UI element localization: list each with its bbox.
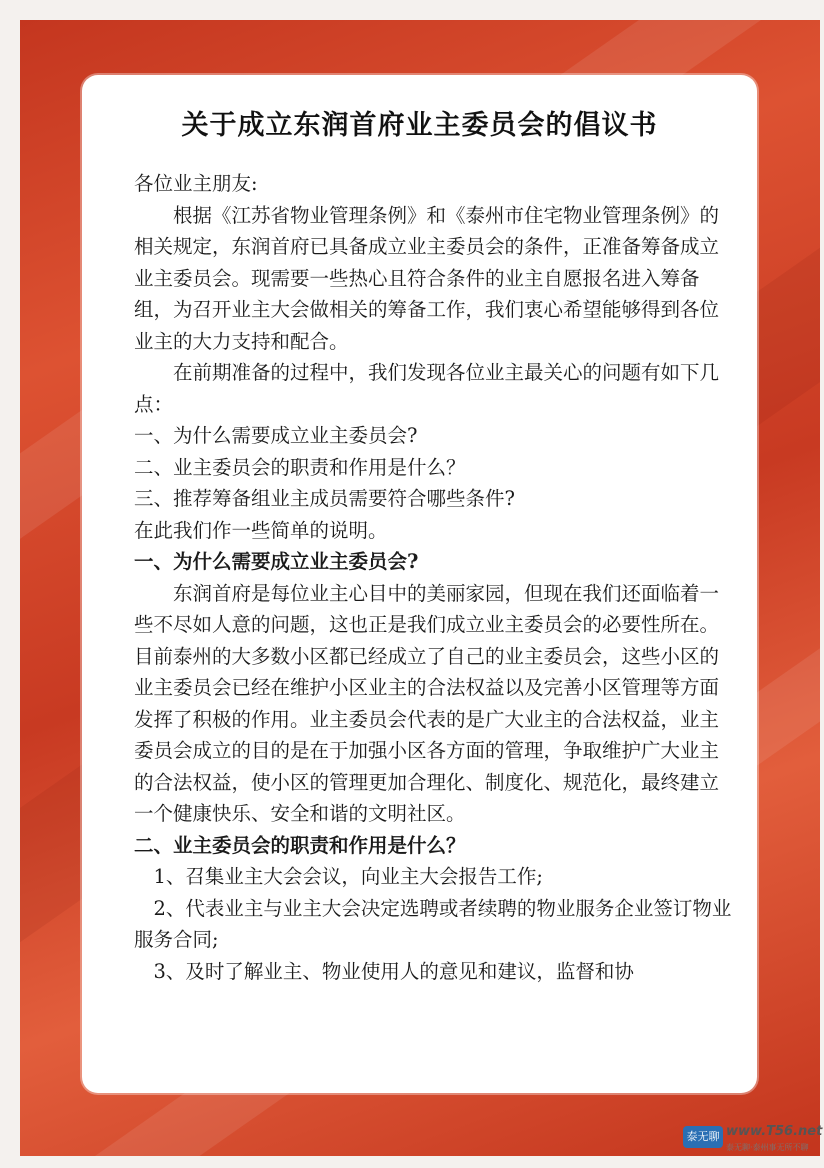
question-item: 三、推荐筹备组业主成员需要符合哪些条件? [134,487,515,510]
question-item: 二、业主委员会的职责和作用是什么？ [134,455,466,479]
duty-item: 3、及时了解业主、物业使用人的意见和建议，监督和协 [153,959,634,983]
watermark-logo: 泰无聊 [683,1126,723,1148]
poster-background [20,20,823,1156]
question-item: 一、为什么需要成立业主委员会? [134,424,418,447]
duty-item: 1、召集业主大会会议，向业主大会报告工作; [153,865,543,888]
duty-item: 2、代表业主与业主大会决定选聘或者续聘的物业服务企业签订物业服务合同; [134,896,732,951]
paragraph: 在前期准备的过程中，我们发现各位业主最关心的问题有如下几点： [134,361,720,416]
paragraph: 根据《江苏省物业管理条例》和《泰州市住宅物业管理条例》的相关规定，东润首府已具备成立业主委员会的条件，正准备筹备成立业主委员会。现需要一些热心且符合条件的业主自愿报名进入筹备组，为召开业主大会做相关的筹备工作，我们衷心希望能够得到各位业主的大力支持和配合。 [134,203,720,353]
document-title: 关于成立东润首府业主委员会的倡议书 [181,110,658,141]
section-heading: 二、业主委员会的职责和作用是什么？ [134,833,466,857]
document-card [82,75,757,1093]
greeting: 各位业主朋友: [134,172,258,195]
section-heading: 一、为什么需要成立业主委员会? [134,550,419,573]
paragraph: 东润首府是每位业主心目中的美丽家园，但现在我们还面临着一些不尽如人意的问题，这也正是我们成立业主委员会的必要性所在。目前泰州的大多数小区都已经成立了自己的业主委员会，这些小区的业主委员会已经在维护小区业主的合法权益以及完善小区管理等方面发挥了积极的作用。业主委员会代表的是广大业主的合法权益，业主委员会成立的目的是在于加强小区各方面的管理，争取维护广大业主的合法权益，使小区的管理更加合理化、制度化、规范化，最终建立一个健康快乐、安全和谐的文明社区。 [134,581,720,825]
watermark-tagline: 泰无聊·泰州事无所不聊 [726,1143,809,1152]
watermark-site: www.T56.net [726,1124,823,1139]
document-body [134,168,734,987]
paragraph: 在此我们作一些简单的说明。 [134,518,388,542]
